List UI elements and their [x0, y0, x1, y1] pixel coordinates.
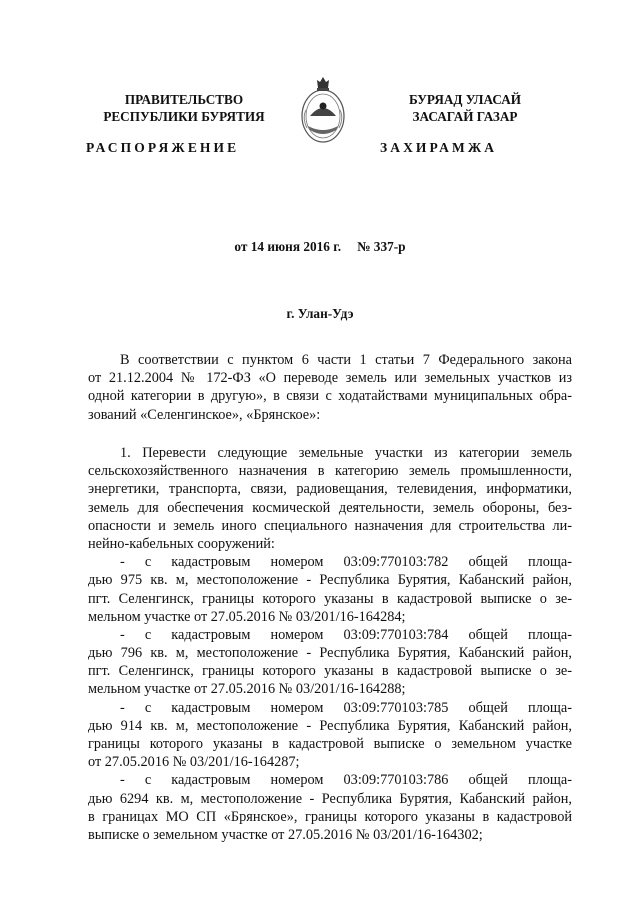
parcel-786-line: - с кадастровым номером 03:09:770103:786 общей площа- — [120, 772, 572, 789]
parcel-784-line: дью 796 кв. м, местоположение - Республика Бурятия, Кабанский район, — [88, 645, 572, 662]
document-date: от 14 июня 2016 г. — [234, 239, 342, 254]
intro-paragraph — [88, 351, 572, 424]
issuer-ru-line2: РЕСПУБЛИКИ БУРЯТИЯ — [103, 109, 265, 124]
item-line: сельскохозяйственного назначения в категорию земель промышленности, — [88, 463, 572, 480]
date-and-number — [0, 239, 640, 255]
item-line: энергетики, транспорта, связи, радиовещания, телевидения, информатики, — [88, 481, 572, 498]
parcel-784-line: пгт. Селенгинск, границы которого указаны в кадастровой выписке о зе- — [88, 663, 572, 680]
parcel-782-line: - с кадастровым номером 03:09:770103:782 общей площа- — [120, 554, 572, 571]
issuer-bua — [377, 91, 553, 125]
intro-line: зований «Селенгинское», «Брянское»: — [88, 406, 321, 423]
item-line: опасности и земель иного специального назначения для строительства ли- — [88, 517, 572, 534]
intro-line: В соответствии с пунктом 6 части 1 статьи 7 Федерального закона — [120, 352, 572, 368]
issuer-bua-line1: БУРЯАД УЛАСАЙ — [408, 92, 522, 107]
doc-type-ru: РАСПОРЯЖЕНИЕ — [86, 140, 240, 155]
item-line: 1. Перевести следующие земельные участки из категории земель — [120, 445, 572, 461]
parcel-784-line: - с кадастровым номером 03:09:770103:784 общей площа- — [120, 626, 572, 643]
intro-line: одной категории в другую», в связи с ходатайствами муниципальных обра- — [88, 388, 572, 405]
document-city: г. Улан-Удэ — [286, 306, 354, 321]
item-1-paragraph — [88, 444, 572, 844]
parcel-782-line: пгт. Селенгинск, границы которого указаны в кадастровой выписке о зе- — [88, 590, 572, 607]
parcel-785-line: - с кадастровым номером 03:09:770103:785 общей площа- — [120, 699, 572, 716]
coat-of-arms-emblem — [298, 76, 348, 146]
issuer-ru — [98, 91, 270, 125]
parcel-782-line: мельном участке от 27.05.2016 № 03/201/16-164284; — [88, 608, 406, 625]
parcel-786-line: выписке о земельном участке от 27.05.2016 № 03/201/16-164302; — [88, 826, 483, 843]
item-line: нейно-кабельных сооружений: — [88, 535, 275, 552]
parcel-785-line: от 27.05.2016 № 03/201/16-164287; — [88, 754, 300, 771]
parcel-786-line: в границах МО СП «Брянское», границы которого указаны в кадастровой — [88, 808, 572, 825]
issuer-ru-line1: ПРАВИТЕЛЬСТВО — [124, 92, 244, 107]
parcel-786-line: дью 6294 кв. м, местоположение - Республика Бурятия, Кабанский район, — [88, 790, 572, 807]
item-line: земель для обеспечения космической деятельности, земель обороны, без- — [88, 499, 572, 516]
parcel-785-line: дью 914 кв. м, местоположение - Республика Бурятия, Кабанский район, — [88, 717, 572, 734]
issuer-bua-line2: ЗАСАГАЙ ГАЗАР — [412, 109, 518, 124]
parcel-785-line: границы которого указаны в кадастровой выписке о земельном участке — [88, 736, 572, 752]
parcel-782-line: дью 975 кв. м, местоположение - Республика Бурятия, Кабанский район, — [88, 572, 572, 589]
doc-type-bua: ЗАХИРАМЖА — [380, 140, 498, 155]
parcel-784-line: мельном участке от 27.05.2016 № 03/201/16-164288; — [88, 681, 406, 698]
document-number: № 337-р — [357, 239, 406, 254]
intro-line: от 21.12.2004 № 172-ФЗ «О переводе земель или земельных участков из — [88, 370, 572, 387]
